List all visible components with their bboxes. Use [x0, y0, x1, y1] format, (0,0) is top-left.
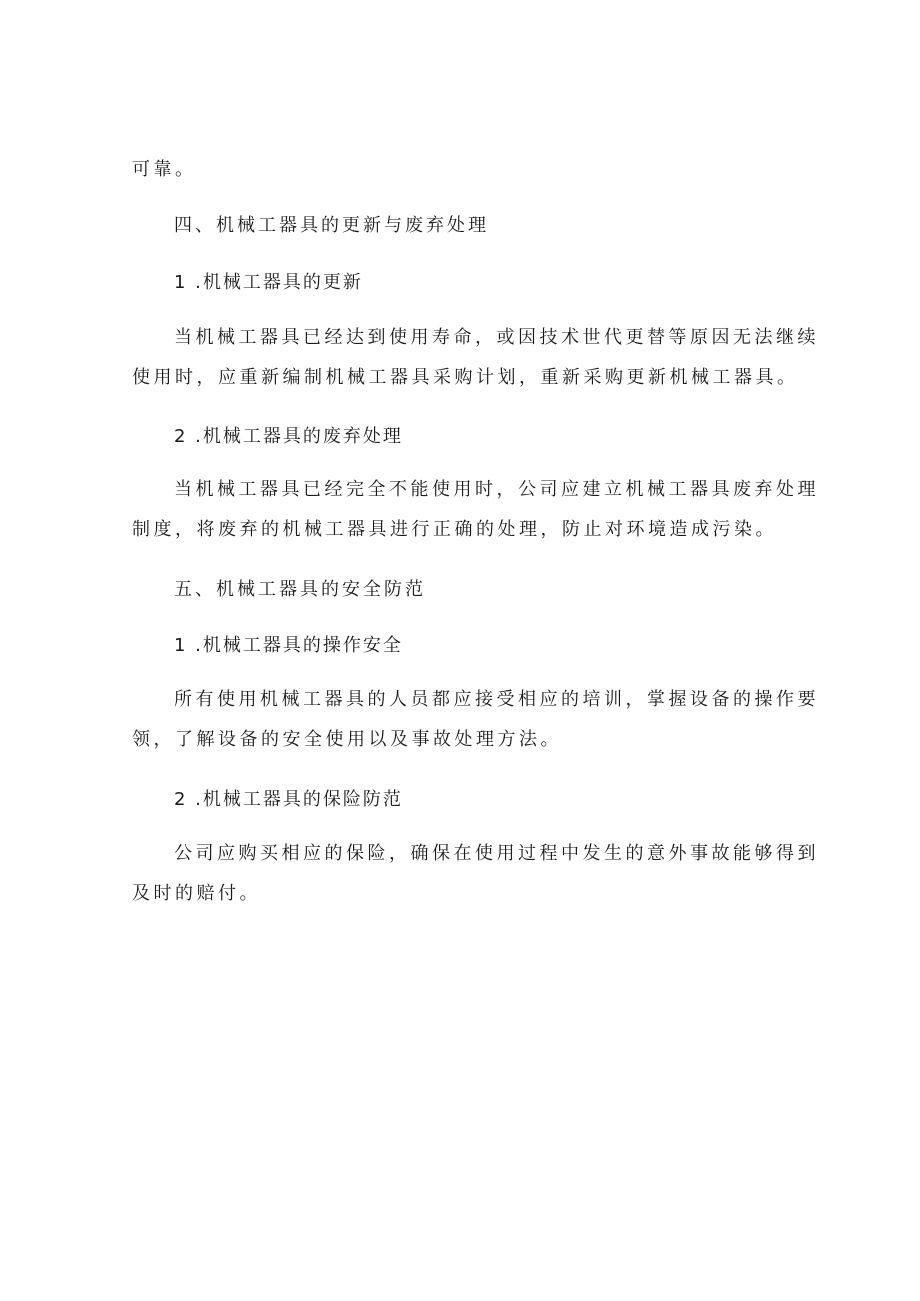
paragraph-line: 领，了解设备的安全使用以及事故处理方法。: [132, 729, 562, 750]
paragraph-line: 所有使用机械工器具的人员都应接受相应的培训，掌握设备的操作要: [174, 689, 819, 710]
paragraph-line: 及时的赔付。: [132, 883, 261, 904]
subsection-heading: 1 .机械工器具的操作安全: [174, 635, 403, 656]
section-heading: 四、机械工器具的更新与废弃处理: [174, 215, 489, 236]
section-heading: 五、机械工器具的安全防范: [174, 579, 426, 600]
subsection-heading: 1 .机械工器具的更新: [174, 272, 363, 293]
paragraph-line: 当机械工器具已经完全不能使用时，公司应建立机械工器具废弃处理: [174, 479, 819, 500]
paragraph-line: 当机械工器具已经达到使用寿命，或因技术世代更替等原因无法继续: [174, 327, 819, 348]
paragraph-line: 制度，将废弃的机械工器具进行正确的处理，防止对环境造成污染。: [132, 519, 777, 540]
subsection-heading: 2 .机械工器具的废弃处理: [174, 426, 403, 447]
paragraph-line: 可靠。: [132, 159, 197, 180]
paragraph-line: 使用时，应重新编制机械工器具采购计划，重新采购更新机械工器具。: [132, 367, 799, 388]
paragraph-line: 公司应购买相应的保险，确保在使用过程中发生的意外事故能够得到: [174, 843, 819, 864]
subsection-heading: 2 .机械工器具的保险防范: [174, 789, 403, 810]
